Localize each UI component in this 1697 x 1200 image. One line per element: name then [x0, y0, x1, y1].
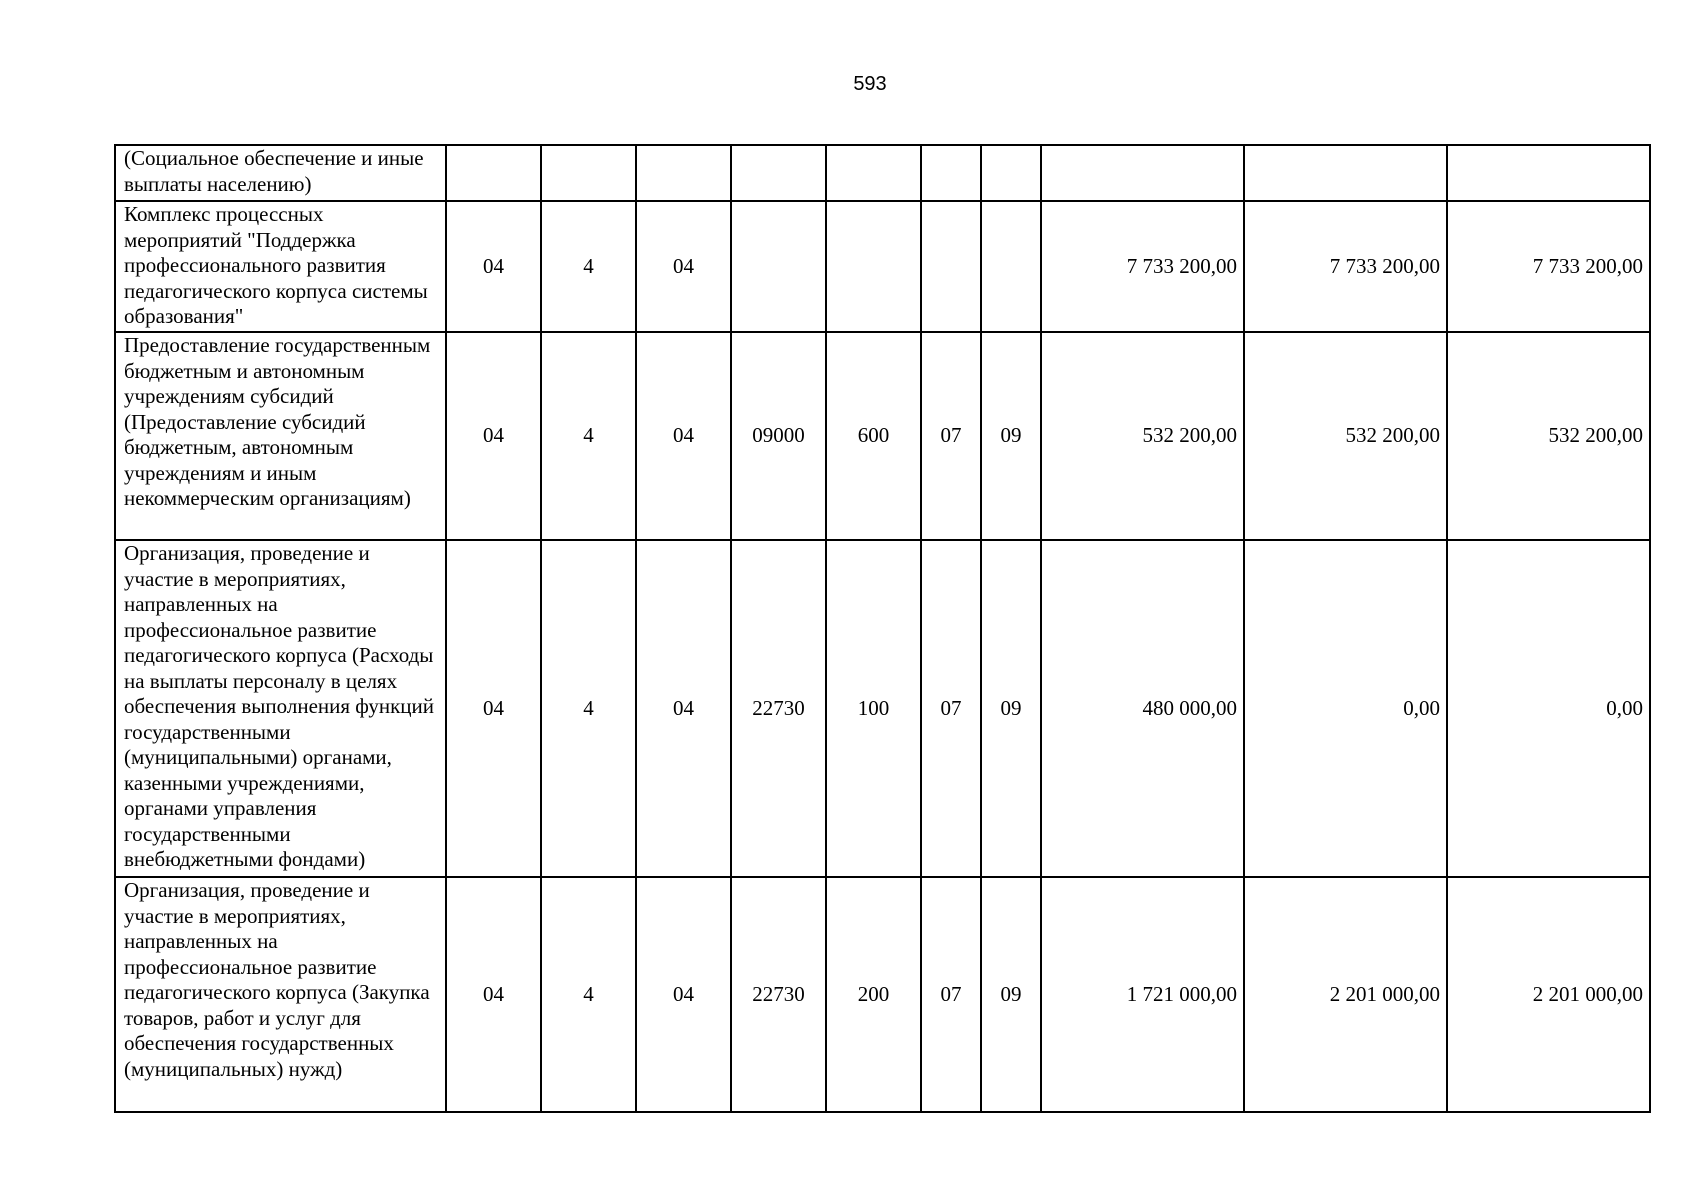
amount-year-2: 2 201 000,00 [1244, 877, 1447, 1112]
table-row [115, 332, 1650, 540]
amount-year-2: 532 200,00 [1244, 332, 1447, 540]
program-code: 04 [446, 877, 541, 1112]
expense-type-code [826, 201, 921, 332]
program-code [446, 145, 541, 201]
direction-code [731, 145, 826, 201]
subsection-code [981, 145, 1041, 201]
program-code: 04 [446, 201, 541, 332]
direction-code: 22730 [731, 540, 826, 877]
amount-year-3: 532 200,00 [1447, 332, 1650, 540]
amount-year-1: 532 200,00 [1041, 332, 1244, 540]
amount-year-1 [1041, 145, 1244, 201]
complex-code: 04 [636, 877, 731, 1112]
table-row [115, 877, 1650, 1112]
amount-year-3: 2 201 000,00 [1447, 877, 1650, 1112]
amount-year-3 [1447, 145, 1650, 201]
amount-year-2: 7 733 200,00 [1244, 201, 1447, 332]
row-name: Организация, проведение и участие в мероприятиях, направленных на профессиональное развитие педагогического корпуса (Закупка товаров, работ и услуг для обеспечения государственных (муниципальных) нужд) [115, 877, 446, 1112]
expense-type-code: 200 [826, 877, 921, 1112]
table-row [115, 201, 1650, 332]
direction-code: 22730 [731, 877, 826, 1112]
section-code [921, 201, 981, 332]
section-code: 07 [921, 332, 981, 540]
amount-year-2 [1244, 145, 1447, 201]
subprogram-code: 4 [541, 540, 636, 877]
complex-code: 04 [636, 201, 731, 332]
table-row [115, 145, 1650, 201]
subprogram-code: 4 [541, 332, 636, 540]
budget-table [114, 144, 1651, 1113]
subsection-code: 09 [981, 877, 1041, 1112]
row-name: Организация, проведение и участие в мероприятиях, направленных на профессиональное развитие педагогического корпуса (Расходы на выплаты персоналу в целях обеспечения выполнения функций государственными (муниципальными) органами, казенными учреждениями, органами управления государственными внебюджетными фондами) [115, 540, 446, 877]
row-name: Предоставление государственным бюджетным и автономным учреждениям субсидий (Предоставление субсидий бюджетным, автономным учреждениям и иным некоммерческим организациям) [115, 332, 446, 540]
table-row [115, 540, 1650, 877]
amount-year-1: 1 721 000,00 [1041, 877, 1244, 1112]
subsection-code [981, 201, 1041, 332]
row-name: (Социальное обеспечение и иные выплаты населению) [115, 145, 446, 201]
complex-code: 04 [636, 332, 731, 540]
program-code: 04 [446, 332, 541, 540]
subsection-code: 09 [981, 540, 1041, 877]
complex-code [636, 145, 731, 201]
direction-code [731, 201, 826, 332]
amount-year-3: 7 733 200,00 [1447, 201, 1650, 332]
row-name: Комплекс процессных мероприятий "Поддержка профессионального развития педагогического корпуса системы образования" [115, 201, 446, 332]
page-number: 593 [853, 73, 887, 95]
complex-code: 04 [636, 540, 731, 877]
direction-code: 09000 [731, 332, 826, 540]
section-code [921, 145, 981, 201]
program-code: 04 [446, 540, 541, 877]
amount-year-1: 480 000,00 [1041, 540, 1244, 877]
subprogram-code: 4 [541, 201, 636, 332]
subprogram-code: 4 [541, 877, 636, 1112]
expense-type-code: 100 [826, 540, 921, 877]
subprogram-code [541, 145, 636, 201]
subsection-code: 09 [981, 332, 1041, 540]
amount-year-1: 7 733 200,00 [1041, 201, 1244, 332]
expense-type-code: 600 [826, 332, 921, 540]
amount-year-3: 0,00 [1447, 540, 1650, 877]
expense-type-code [826, 145, 921, 201]
section-code: 07 [921, 877, 981, 1112]
section-code: 07 [921, 540, 981, 877]
amount-year-2: 0,00 [1244, 540, 1447, 877]
